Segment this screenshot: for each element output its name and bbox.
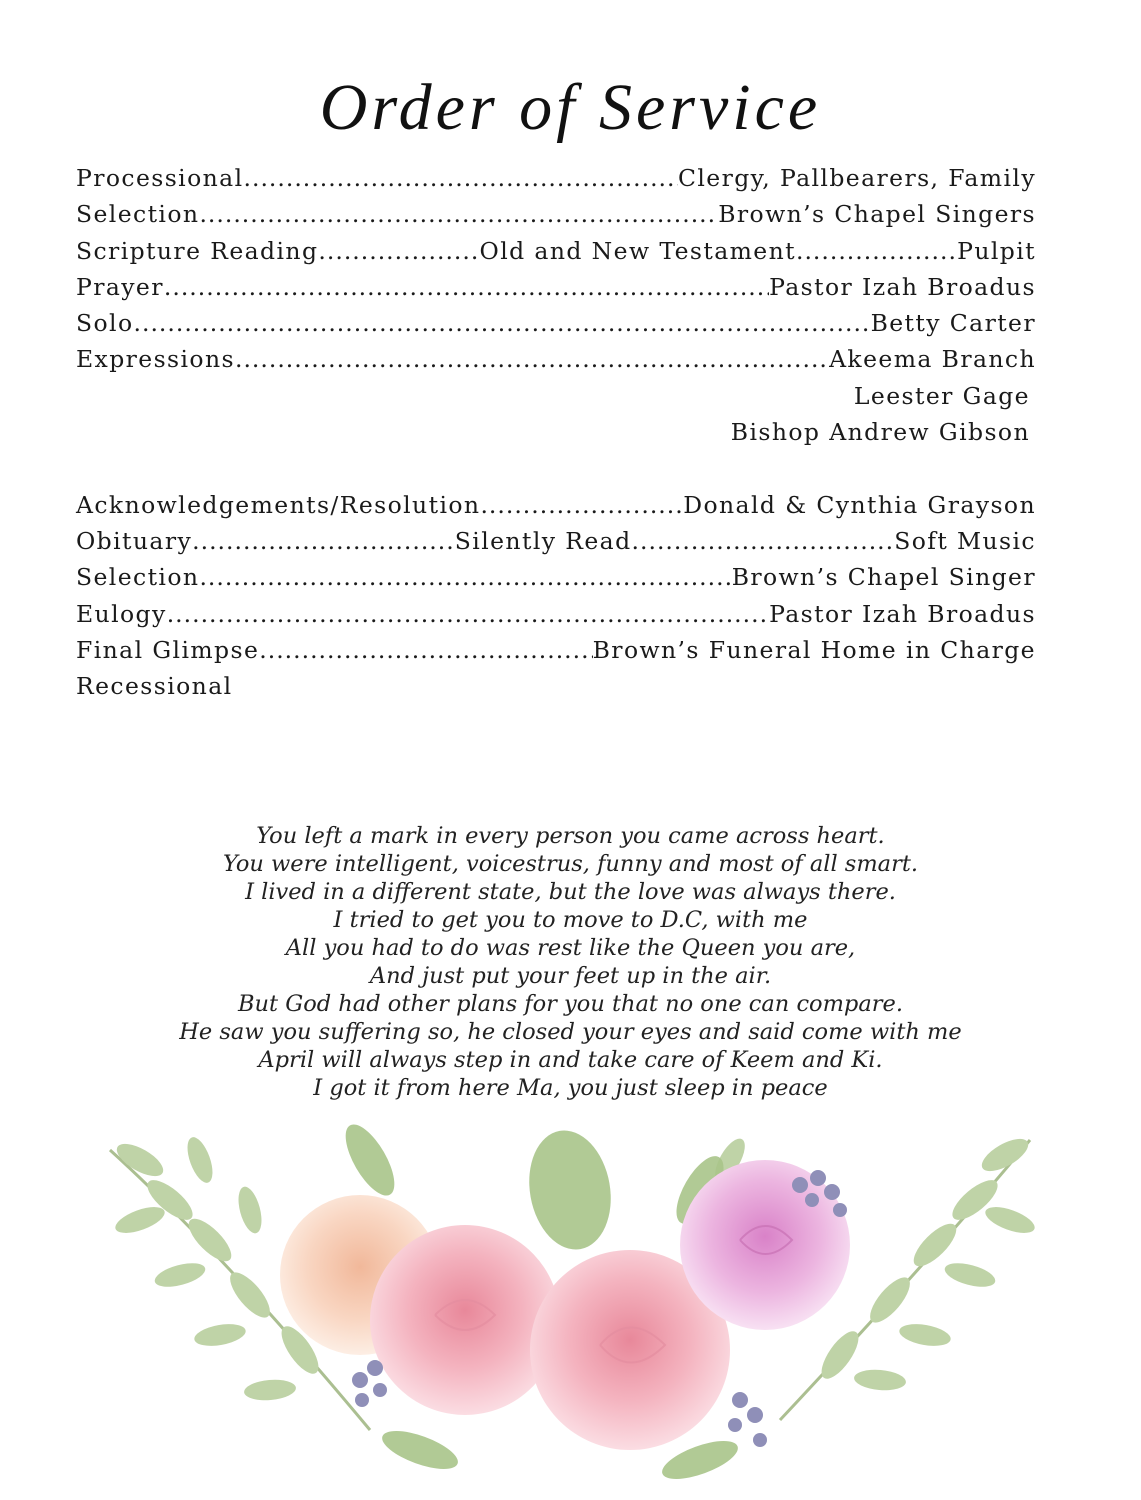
program-row <box>76 632 1036 668</box>
dot-leader <box>164 269 769 305</box>
program-item-detail: Brown’s Chapel Singers <box>718 200 1036 229</box>
dot-leader <box>134 305 871 341</box>
poem-line: April will always step in and take care of Keem and Ki. <box>258 1047 883 1073</box>
program-item-detail: Donald & Cynthia Grayson <box>683 490 1036 519</box>
dot-leader <box>480 487 683 523</box>
program-item-detail: Brown’s Funeral Home in Charge <box>592 635 1036 664</box>
program-item-detail: Soft Music <box>894 526 1036 555</box>
dot-leader <box>192 523 455 559</box>
poem-line: You left a mark in every person you came across heart. <box>256 823 885 849</box>
order-of-service <box>76 160 1036 704</box>
program-item-label: Scripture Reading <box>76 236 319 265</box>
poem-line: He saw you suffering so, he closed your eyes and said come with me <box>179 1019 962 1045</box>
program-item-detail: Pastor Izah Broadus <box>769 599 1036 628</box>
program-item-label: Selection <box>76 563 200 592</box>
program-item-detail: Akeema Branch <box>829 345 1036 374</box>
dot-leader <box>199 559 731 595</box>
program-item-detail: Pulpit <box>957 236 1036 265</box>
dot-leader <box>796 233 957 269</box>
dot-leader <box>235 341 829 377</box>
poem <box>0 822 1141 1102</box>
program-row <box>76 233 1036 269</box>
program-item-label: Obituary <box>76 526 193 555</box>
dot-leader <box>167 596 769 632</box>
program-item-detail: Pastor Izah Broadus <box>769 272 1036 301</box>
poem-line: All you had to do was rest like the Queen you are, <box>285 935 856 961</box>
program-item-label: Solo <box>76 309 134 338</box>
poem-line: But God had other plans for you that no one can compare. <box>238 991 903 1017</box>
program-row <box>76 196 1036 232</box>
program-item-label: Processional <box>76 164 244 192</box>
program-item-label: Expressions <box>76 345 235 374</box>
program-row <box>76 305 1036 341</box>
poem-line: I got it from here Ma, you just sleep in peace <box>313 1075 828 1101</box>
program-item-label: Prayer <box>76 272 164 301</box>
program-row <box>76 341 1036 377</box>
program-row <box>76 559 1036 595</box>
section-spacer <box>76 450 1036 486</box>
program-section-1 <box>76 160 1036 378</box>
poem-line: I lived in a different state, but the love was always there. <box>245 879 896 905</box>
program-row <box>76 160 1036 196</box>
dot-leader <box>199 196 718 232</box>
floral-decoration-image <box>100 1100 1040 1500</box>
program-item-label: Final Glimpse <box>76 635 260 664</box>
program-item-detail: Old and New Testament <box>479 236 796 265</box>
poem-line: I tried to get you to move to D.C, with me <box>333 907 808 933</box>
program-item-detail: Clergy, Pallbearers, Family <box>677 164 1036 192</box>
program-item-detail: Silently Read <box>454 526 632 555</box>
program-item-detail: Betty Carter <box>870 309 1036 338</box>
page-title: Order of Service <box>319 71 822 144</box>
expressions-extra-list <box>76 378 1036 451</box>
dot-leader <box>259 632 592 668</box>
program-row <box>76 487 1036 523</box>
program-row <box>76 523 1036 559</box>
dot-leader <box>632 523 895 559</box>
poem-line: You were intelligent, voicestrus, funny and most of all smart. <box>222 851 919 877</box>
poem-line: And just put your feet up in the air. <box>369 963 772 989</box>
program-item-label: Eulogy <box>76 599 167 628</box>
program-row <box>76 269 1036 305</box>
program-item-label: Acknowledgements/Resolution <box>76 490 481 519</box>
program-item-detail: Brown’s Chapel Singer <box>731 563 1036 592</box>
program-row <box>76 596 1036 632</box>
dot-leader <box>318 233 479 269</box>
expressions-speaker: Leester Gage <box>853 381 1030 410</box>
program-row <box>76 668 1036 704</box>
expressions-speaker: Bishop Andrew Gibson <box>730 418 1030 447</box>
program-section-2 <box>76 487 1036 705</box>
program-item-label: Recessional <box>76 672 233 701</box>
program-item-label: Selection <box>76 200 200 229</box>
dot-leader <box>244 160 678 196</box>
